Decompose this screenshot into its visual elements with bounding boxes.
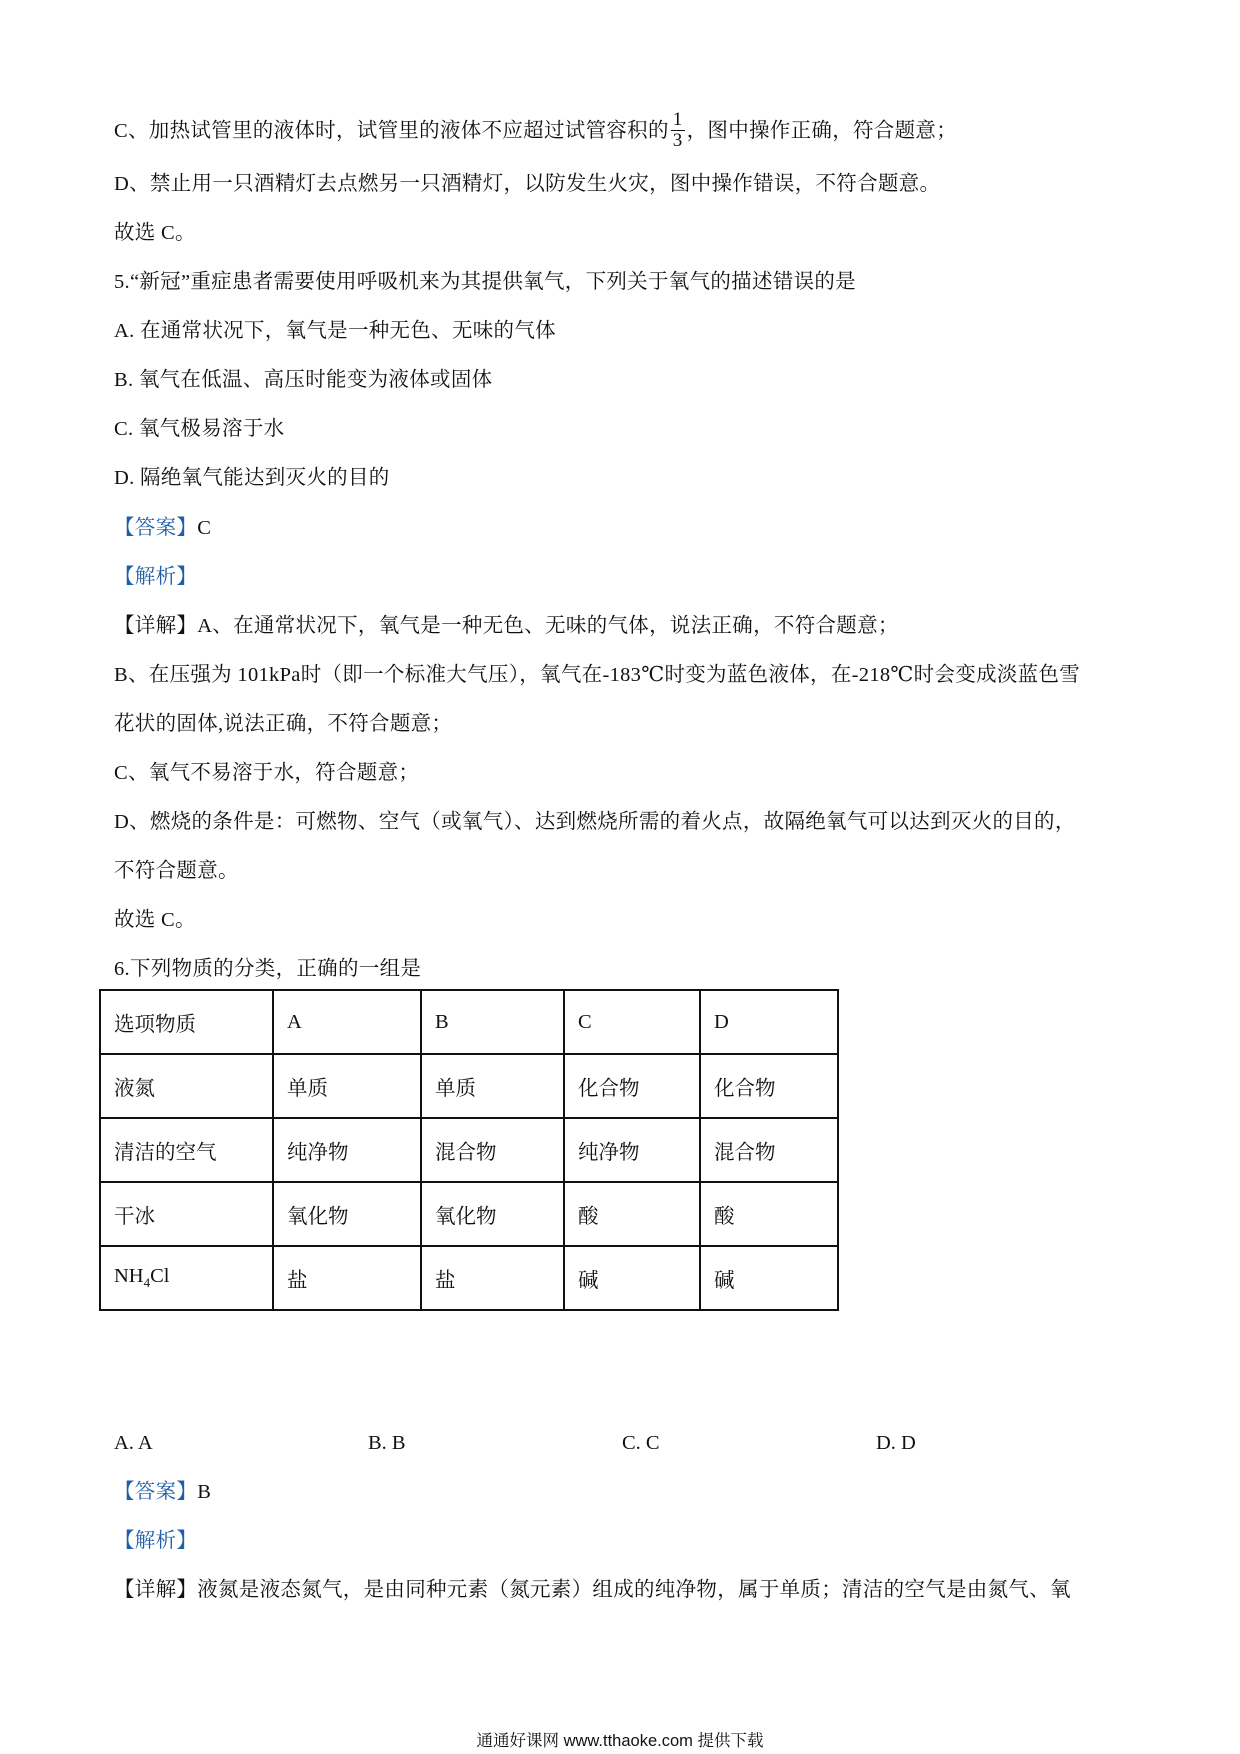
question-5-option-b: B. 氧气在低温、高压时能变为液体或固体 [114, 369, 493, 391]
table-header-row [100, 990, 838, 1054]
table-cell: 碱 [700, 1246, 838, 1310]
formula-nh: NH [114, 1264, 144, 1287]
question-6-option-c: C. C [622, 1432, 660, 1454]
table-cell: 单质 [273, 1054, 421, 1118]
table-cell: 混合物 [700, 1118, 838, 1182]
question-6-option-a: A. A [114, 1432, 153, 1454]
table-cell: C [564, 990, 700, 1054]
prev-choose: 故选 C。 [114, 222, 196, 244]
answer-value: B [197, 1481, 212, 1503]
question-5-detail-b2: 花状的固体,说法正确，不符合题意； [114, 713, 453, 735]
answer-tag: 【答案】 [114, 517, 198, 539]
question-5-choose: 故选 C。 [114, 909, 196, 931]
analysis-tag: 【解析】 [114, 566, 198, 588]
table-cell: 化合物 [700, 1054, 838, 1118]
table-row [100, 1054, 838, 1118]
table-cell: 纯净物 [273, 1118, 421, 1182]
table-cell: 纯净物 [564, 1118, 700, 1182]
detail-text: 液氮是液态氮气，是由同种元素（氮元素）组成的纯净物，属于单质；清洁的空气是由氮气、氧 [197, 1579, 1071, 1601]
prev-item-c-text-end: ，图中操作正确，符合题意； [686, 120, 957, 143]
table-cell: 清洁的空气 [100, 1118, 273, 1182]
answer-tag: 【答案】 [114, 1481, 198, 1503]
question-6-option-b: B. B [368, 1432, 406, 1454]
formula-cl: Cl [150, 1264, 170, 1287]
table-cell: 干冰 [100, 1182, 273, 1246]
table-cell: 氧化物 [421, 1182, 564, 1246]
table-row [100, 1246, 838, 1310]
question-6-answer [114, 1477, 211, 1507]
table-cell: A [273, 990, 421, 1054]
detail-tag: 【详解】 [114, 1579, 198, 1601]
question-5-detail-a [114, 611, 899, 641]
detail-tag: 【详解】 [114, 615, 198, 637]
table-cell: 碱 [564, 1246, 700, 1310]
table-cell: 液氮 [100, 1054, 273, 1118]
prev-item-d: D、禁止用一只酒精灯去点燃另一只酒精灯，以防发生火灾，图中操作错误，不符合题意。 [114, 173, 941, 195]
question-5-stem: 5.“新冠”重症患者需要使用呼吸机来为其提供氧气，下列关于氧气的描述错误的是 [114, 271, 856, 293]
table-cell: 化合物 [564, 1054, 700, 1118]
classification-table [99, 989, 839, 1311]
table-cell-nh4cl [100, 1246, 273, 1310]
question-5-detail-d1: D、燃烧的条件是：可燃物、空气（或氧气）、达到燃烧所需的着火点，故隔绝氧气可以达到灭火的目的， [114, 811, 1076, 833]
question-5-detail-d2: 不符合题意。 [114, 860, 239, 882]
prev-item-c-text: C、加热试管里的液体时，试管里的液体不应超过试管容积的 [114, 120, 669, 143]
question-5-answer [114, 513, 211, 543]
detail-a-text: A、在通常状况下，氧气是一种无色、无味的气体，说法正确，不符合题意； [197, 615, 899, 637]
analysis-tag: 【解析】 [114, 1530, 198, 1552]
question-5-option-d: D. 隔绝氧气能达到灭火的目的 [114, 467, 390, 489]
table-row [100, 1182, 838, 1246]
formula-subscript: 4 [143, 1275, 151, 1291]
question-6-detail [114, 1575, 1071, 1605]
table-cell: D [700, 990, 838, 1054]
question-5-option-a: A. 在通常状况下，氧气是一种无色、无味的气体 [114, 320, 556, 342]
table-cell: 氧化物 [273, 1182, 421, 1246]
table-cell: 选项物质 [100, 990, 273, 1054]
question-6-option-d: D. D [876, 1432, 916, 1454]
fraction-denominator: 3 [672, 130, 683, 151]
table-cell: 酸 [564, 1182, 700, 1246]
one-third-fraction [671, 110, 685, 151]
question-6-stem: 6.下列物质的分类，正确的一组是 [114, 958, 422, 980]
table-cell: 单质 [421, 1054, 564, 1118]
table-cell: 盐 [273, 1246, 421, 1310]
table-cell: B [421, 990, 564, 1054]
question-5-detail-c: C、氧气不易溶于水，符合题意； [114, 762, 420, 784]
question-5-detail-b1: B、在压强为 101kPa时（即一个标准大气压），氧气在-183℃时变为蓝色液体，在-218℃时会变成淡蓝色雪 [114, 664, 1081, 686]
table-row [100, 1118, 838, 1182]
question-5-option-c: C. 氧气极易溶于水 [114, 418, 285, 440]
answer-value: C [197, 517, 212, 539]
table-cell: 盐 [421, 1246, 564, 1310]
page-footer: 通通好课网 www.tthaoke.com 提供下载 [476, 1732, 764, 1750]
table-cell: 酸 [700, 1182, 838, 1246]
prev-item-c [114, 109, 957, 153]
fraction-numerator: 1 [672, 109, 683, 130]
table-cell: 混合物 [421, 1118, 564, 1182]
